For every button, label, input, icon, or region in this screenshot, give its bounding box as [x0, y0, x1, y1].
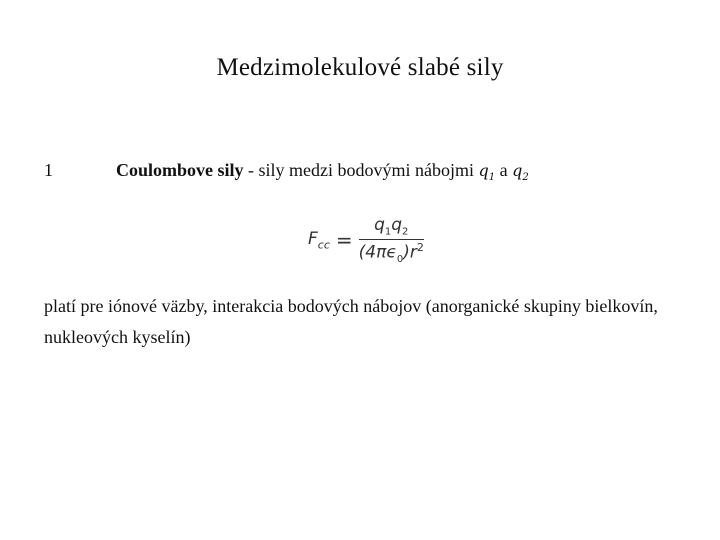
formula-fraction — [359, 215, 424, 264]
term: Coulombove sily — [116, 160, 244, 180]
formula-denominator: $(4\pi\epsilon_0)r^2$ — [358, 240, 424, 265]
list-item-number: 1 — [44, 160, 53, 180]
formula-equals: = — [335, 228, 353, 252]
term-description: - sily medzi bodovými nábojmi — [243, 160, 479, 180]
list-item-text — [116, 160, 529, 183]
charge-q1: $q_1$ — [478, 161, 496, 184]
charge-q2: $q_2$ — [512, 161, 529, 184]
body-paragraph: platí pre iónové väzby, interakcia bodových nábojov (anorganické skupiny bielkovín, nukleových kyselín) — [44, 296, 658, 347]
formula-numerator: $q_1q_2$ — [374, 215, 409, 238]
coulomb-formula — [308, 214, 424, 266]
slide-title: Medzimolekulové slabé sily — [216, 54, 504, 81]
conjunction: a — [495, 160, 513, 180]
formula-lhs: $F_{cc}$ — [308, 228, 330, 252]
